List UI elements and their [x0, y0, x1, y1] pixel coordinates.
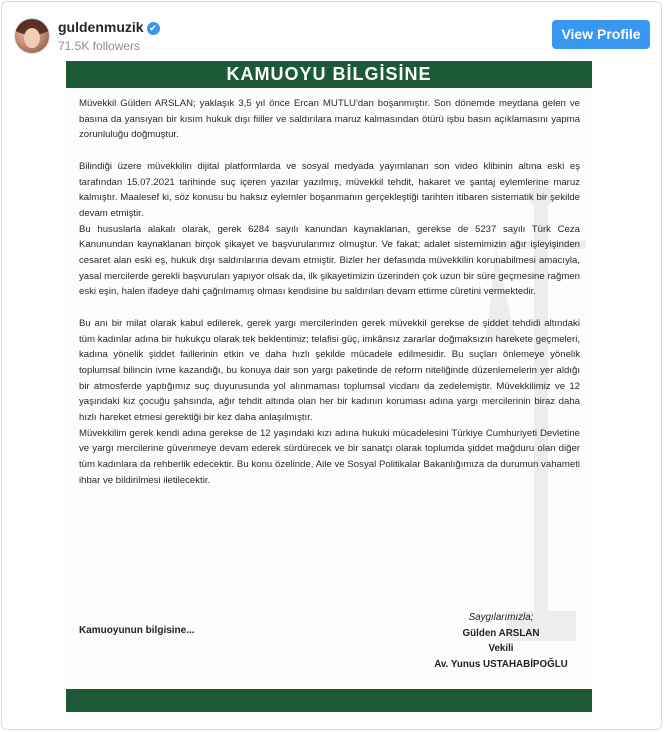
follower-count: 71.5K followers — [58, 39, 141, 53]
username-text[interactable]: guldenmuzik — [58, 19, 144, 35]
signature-lawyer: Av. Yunus USTAHABİPOĞLU — [434, 658, 568, 670]
paragraph-4: Bu anı bir milat olarak kabul edilerek, gerek yargı mercilerinden gerek müvekkil gerekse de şiddet tehdidi altındaki tüm kadınlar adına bir hukukçu olarak tek beklentimiz; telafisi güç, imkânsız zararlar doğmaksızın harekete geçmeleri, kadına yönelik şiddet faillerinin etkin ve daha hızlı şekilde mücadele edilmesidir. Bu suçları önlemeye yönelik toplumsal bilincin ivme kazandığı, bu konuya dair son yargı paketinde de reform niteliğinde düzenlemelerin yer aldığı bir atmosferde yaptığımız suç duyurusunda yol alınmaması toplumsal vicdanı da zedelemiştir. Müvekkilimiz ve 12 yaşındaki kız çocuğu şahsında, ağır tehdit altında olan her bir kadının koruması adına yargı mercilerinin biraz daha hızlı hareket etmesi gerektiği bir kez daha anlaşılmıştır. — [79, 317, 580, 424]
signature-block — [421, 610, 581, 672]
document-title: KAMUOYU BİLGİSİNE — [66, 61, 592, 88]
press-statement-image — [66, 61, 592, 720]
paragraph-5: Müvekkilim gerek kendi adına gerekse de 12 yaşındaki kızı adına hukuki mücadelesini Türkiye Cumhuriyeti Devletine ve yargı mercilerine güvenmeye devam ederek sürdürecek ve bir sanatçı olarak toplumda şiddet mağduru olan diğer tüm kadınlara da rehberlik edecektir. Bu konu özelinde, Aile ve Sosyal Politikalar Bakanlığımıza da durumun vahameti ihbar ve bildirilmesi iletilecektir. — [79, 427, 580, 486]
avatar[interactable] — [14, 18, 50, 54]
signature-greeting: Saygılarımızla; — [468, 612, 534, 623]
username[interactable] — [58, 19, 160, 35]
verified-badge-icon: ✔ — [147, 22, 160, 35]
signature-role: Vekili — [488, 643, 514, 654]
paragraph-3: Bu hususlarla alakalı olarak, gerek 6284 sayılı kanundan kaynaklanan, gerekse de 5237 sayılı Türk Ceza Kanunundan kaynaklanan birçok şikayet ve başvurularımız olmuştur. Ve fakat; adalet sistemimizin ağır işleyişinden cesaret alan eski eş, hukuk dışı saldırılarına devam etmiştir. Bizler her defasında müvekkilin korunabilmesi amacıyla, yasal mercilerde gerekli başvuruları yapıyor olsak da, ilk şikayetimizin üzerinden çok uzun bir süre geçmesine rağmen eski eşin, halen ifadeye dahi çağrılmamış olması kendisine bu saldırıları devam ettirme cüretini vermektedir. — [79, 223, 580, 298]
closing-line: Kamuoyunun bilgisine... — [79, 625, 195, 636]
paragraph-1: Müvekkil Gülden ARSLAN; yaklaşık 3,5 yıl önce Ercan MUTLU'dan boşanmıştır. Son dönemde meydana gelen ve basına da yansıyan bir kısım hukuk dışı fiiller ve saldırılara maruz kalmasından ötürü işbu basın açıklamasını yapma zorunluluğu doğmuştur. — [79, 98, 580, 141]
document-footer-bar — [66, 689, 592, 712]
post-header — [14, 16, 652, 58]
signature-name: Gülden ARSLAN — [462, 627, 540, 639]
view-profile-button[interactable]: View Profile — [552, 20, 650, 49]
statement-body — [79, 96, 580, 489]
paragraph-2: Bilindiği üzere müvekkilin dijital platformlarda ve sosyal medyada yayımlanan son video klibinin altına eski eş tarafından 15.07.2021 tarihinde suç içeren yazılar yazılmış, müvekkil tehdit, hakaret ve şantaj eylemlerine maruz kalmıştır. Maalesef ki, söz konusu bu haksız eylemler boşanmanın gerçekleştiği tarihten itibaren sistematik bir şekilde devam etmiştir. — [79, 160, 580, 219]
